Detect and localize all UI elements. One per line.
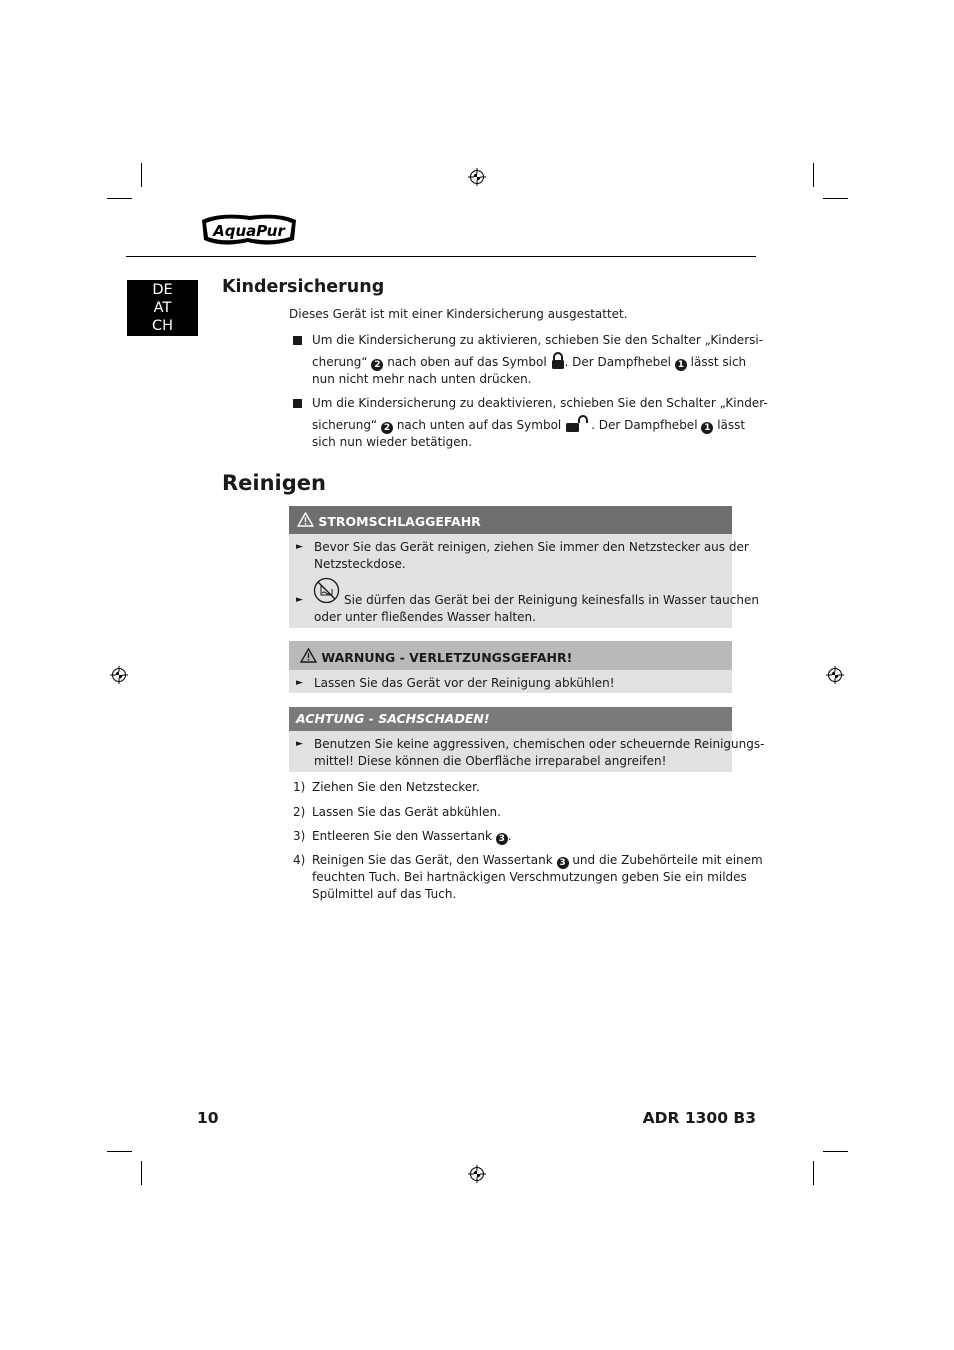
logo-text: AquaPur — [213, 222, 285, 240]
warning-item1: Lassen Sie das Gerät vor der Reinigung abkühlen! — [314, 676, 615, 690]
lock-open-icon — [565, 415, 591, 433]
no-immersion-icon — [313, 577, 340, 604]
crop-mark — [823, 198, 848, 199]
step-4-line3: Spülmittel auf das Tuch. — [312, 887, 457, 901]
intro-text: Dieses Gerät ist mit einer Kindersicherung ausgestattet. — [289, 307, 628, 321]
crop-mark — [823, 1151, 848, 1152]
crop-mark — [107, 1151, 132, 1152]
section-title-kindersicherung: Kindersicherung — [222, 277, 385, 297]
lang-de: DE — [152, 282, 173, 298]
step-label: 2) — [293, 805, 306, 819]
caution-item1-line2: mittel! Diese können die Oberfläche irreparabel angreifen! — [314, 754, 667, 768]
language-tab — [127, 280, 198, 336]
lock-closed-icon — [551, 352, 565, 370]
crop-mark — [141, 163, 142, 187]
crop-mark — [107, 198, 132, 199]
arrow-bullet-icon: ► — [296, 542, 303, 552]
registration-mark-icon — [468, 168, 486, 186]
bullet2-line3: sich nun wieder betätigen. — [312, 435, 473, 449]
arrow-bullet-icon: ► — [296, 678, 303, 688]
danger-item2-line1: Sie dürfen das Gerät bei der Reinigung keinesfalls in Wasser tauchen — [344, 593, 759, 607]
step-4-line1: Reinigen Sie das Gerät, den Wassertank 3 und die Zubehörteile mit einem — [312, 853, 763, 868]
caution-box-header — [289, 707, 732, 731]
ref-number: 1 — [675, 359, 687, 371]
registration-mark-icon — [468, 1165, 486, 1183]
bullet1-line2: cherung“ 2 nach oben auf das Symbol . Der Dampfhebel 1 lässt sich — [312, 352, 746, 371]
section-title-reinigen: Reinigen — [222, 471, 326, 495]
lang-at: AT — [153, 300, 172, 316]
aquapur-logo — [200, 210, 298, 248]
bullet1-line1: Um die Kindersicherung zu aktivieren, schieben Sie den Schalter „Kindersi- — [312, 333, 764, 347]
danger-heading: STROMSCHLAGGEFAHR — [318, 514, 481, 529]
header-rule — [126, 256, 756, 257]
bullet2-line2: sicherung“ 2 nach unten auf das Symbol . Der Dampfhebel 1 lässt — [312, 415, 745, 434]
crop-mark — [141, 1161, 142, 1185]
step-3: Entleeren Sie den Wassertank 3 . — [312, 829, 512, 844]
danger-item2-line2: oder unter fließendes Wasser halten. — [314, 610, 536, 624]
arrow-bullet-icon: ► — [296, 739, 303, 749]
caution-item1-line1: Benutzen Sie keine aggressiven, chemischen oder scheuernde Reinigungs- — [314, 737, 765, 751]
bullet1-line3: nun nicht mehr nach unten drücken. — [312, 372, 532, 386]
step-2: Lassen Sie das Gerät abkühlen. — [312, 805, 501, 819]
ref-number: 2 — [371, 359, 383, 371]
caution-heading: ACHTUNG - SACHSCHADEN! — [296, 711, 490, 726]
registration-mark-icon — [110, 666, 128, 684]
danger-item1-line2: Netzsteckdose. — [314, 557, 406, 571]
lang-ch: CH — [151, 318, 174, 334]
ref-number: 2 — [381, 422, 393, 434]
ref-number: 3 — [557, 857, 569, 869]
danger-item1-line1: Bevor Sie das Gerät reinigen, ziehen Sie immer den Netzstecker aus der — [314, 540, 749, 554]
ref-number: 3 — [496, 833, 508, 845]
step-label: 4) — [293, 853, 306, 867]
warning-box-header — [289, 641, 732, 670]
bullet-square — [293, 399, 302, 408]
step-label: 1) — [293, 780, 306, 794]
model-number: ADR 1300 B3 — [642, 1109, 756, 1127]
registration-mark-icon — [826, 666, 844, 684]
warning-heading: WARNUNG - VERLETZUNGSGEFAHR! — [321, 650, 573, 665]
step-label: 3) — [293, 829, 306, 843]
warning-triangle-icon — [297, 512, 314, 527]
step-1: Ziehen Sie den Netzstecker. — [312, 780, 480, 794]
bullet-square — [293, 336, 302, 345]
ref-number: 1 — [701, 422, 713, 434]
bullet2-line1: Um die Kindersicherung zu deaktivieren, schieben Sie den Schalter „Kinder- — [312, 396, 768, 410]
warning-triangle-icon — [300, 648, 317, 663]
danger-box-header — [289, 506, 732, 534]
arrow-bullet-icon: ► — [296, 595, 303, 605]
page-number: 10 — [197, 1109, 219, 1127]
crop-mark — [813, 163, 814, 187]
crop-mark — [813, 1161, 814, 1185]
step-4-line2: feuchten Tuch. Bei hartnäckigen Verschmutzungen geben Sie ein mildes — [312, 870, 747, 884]
